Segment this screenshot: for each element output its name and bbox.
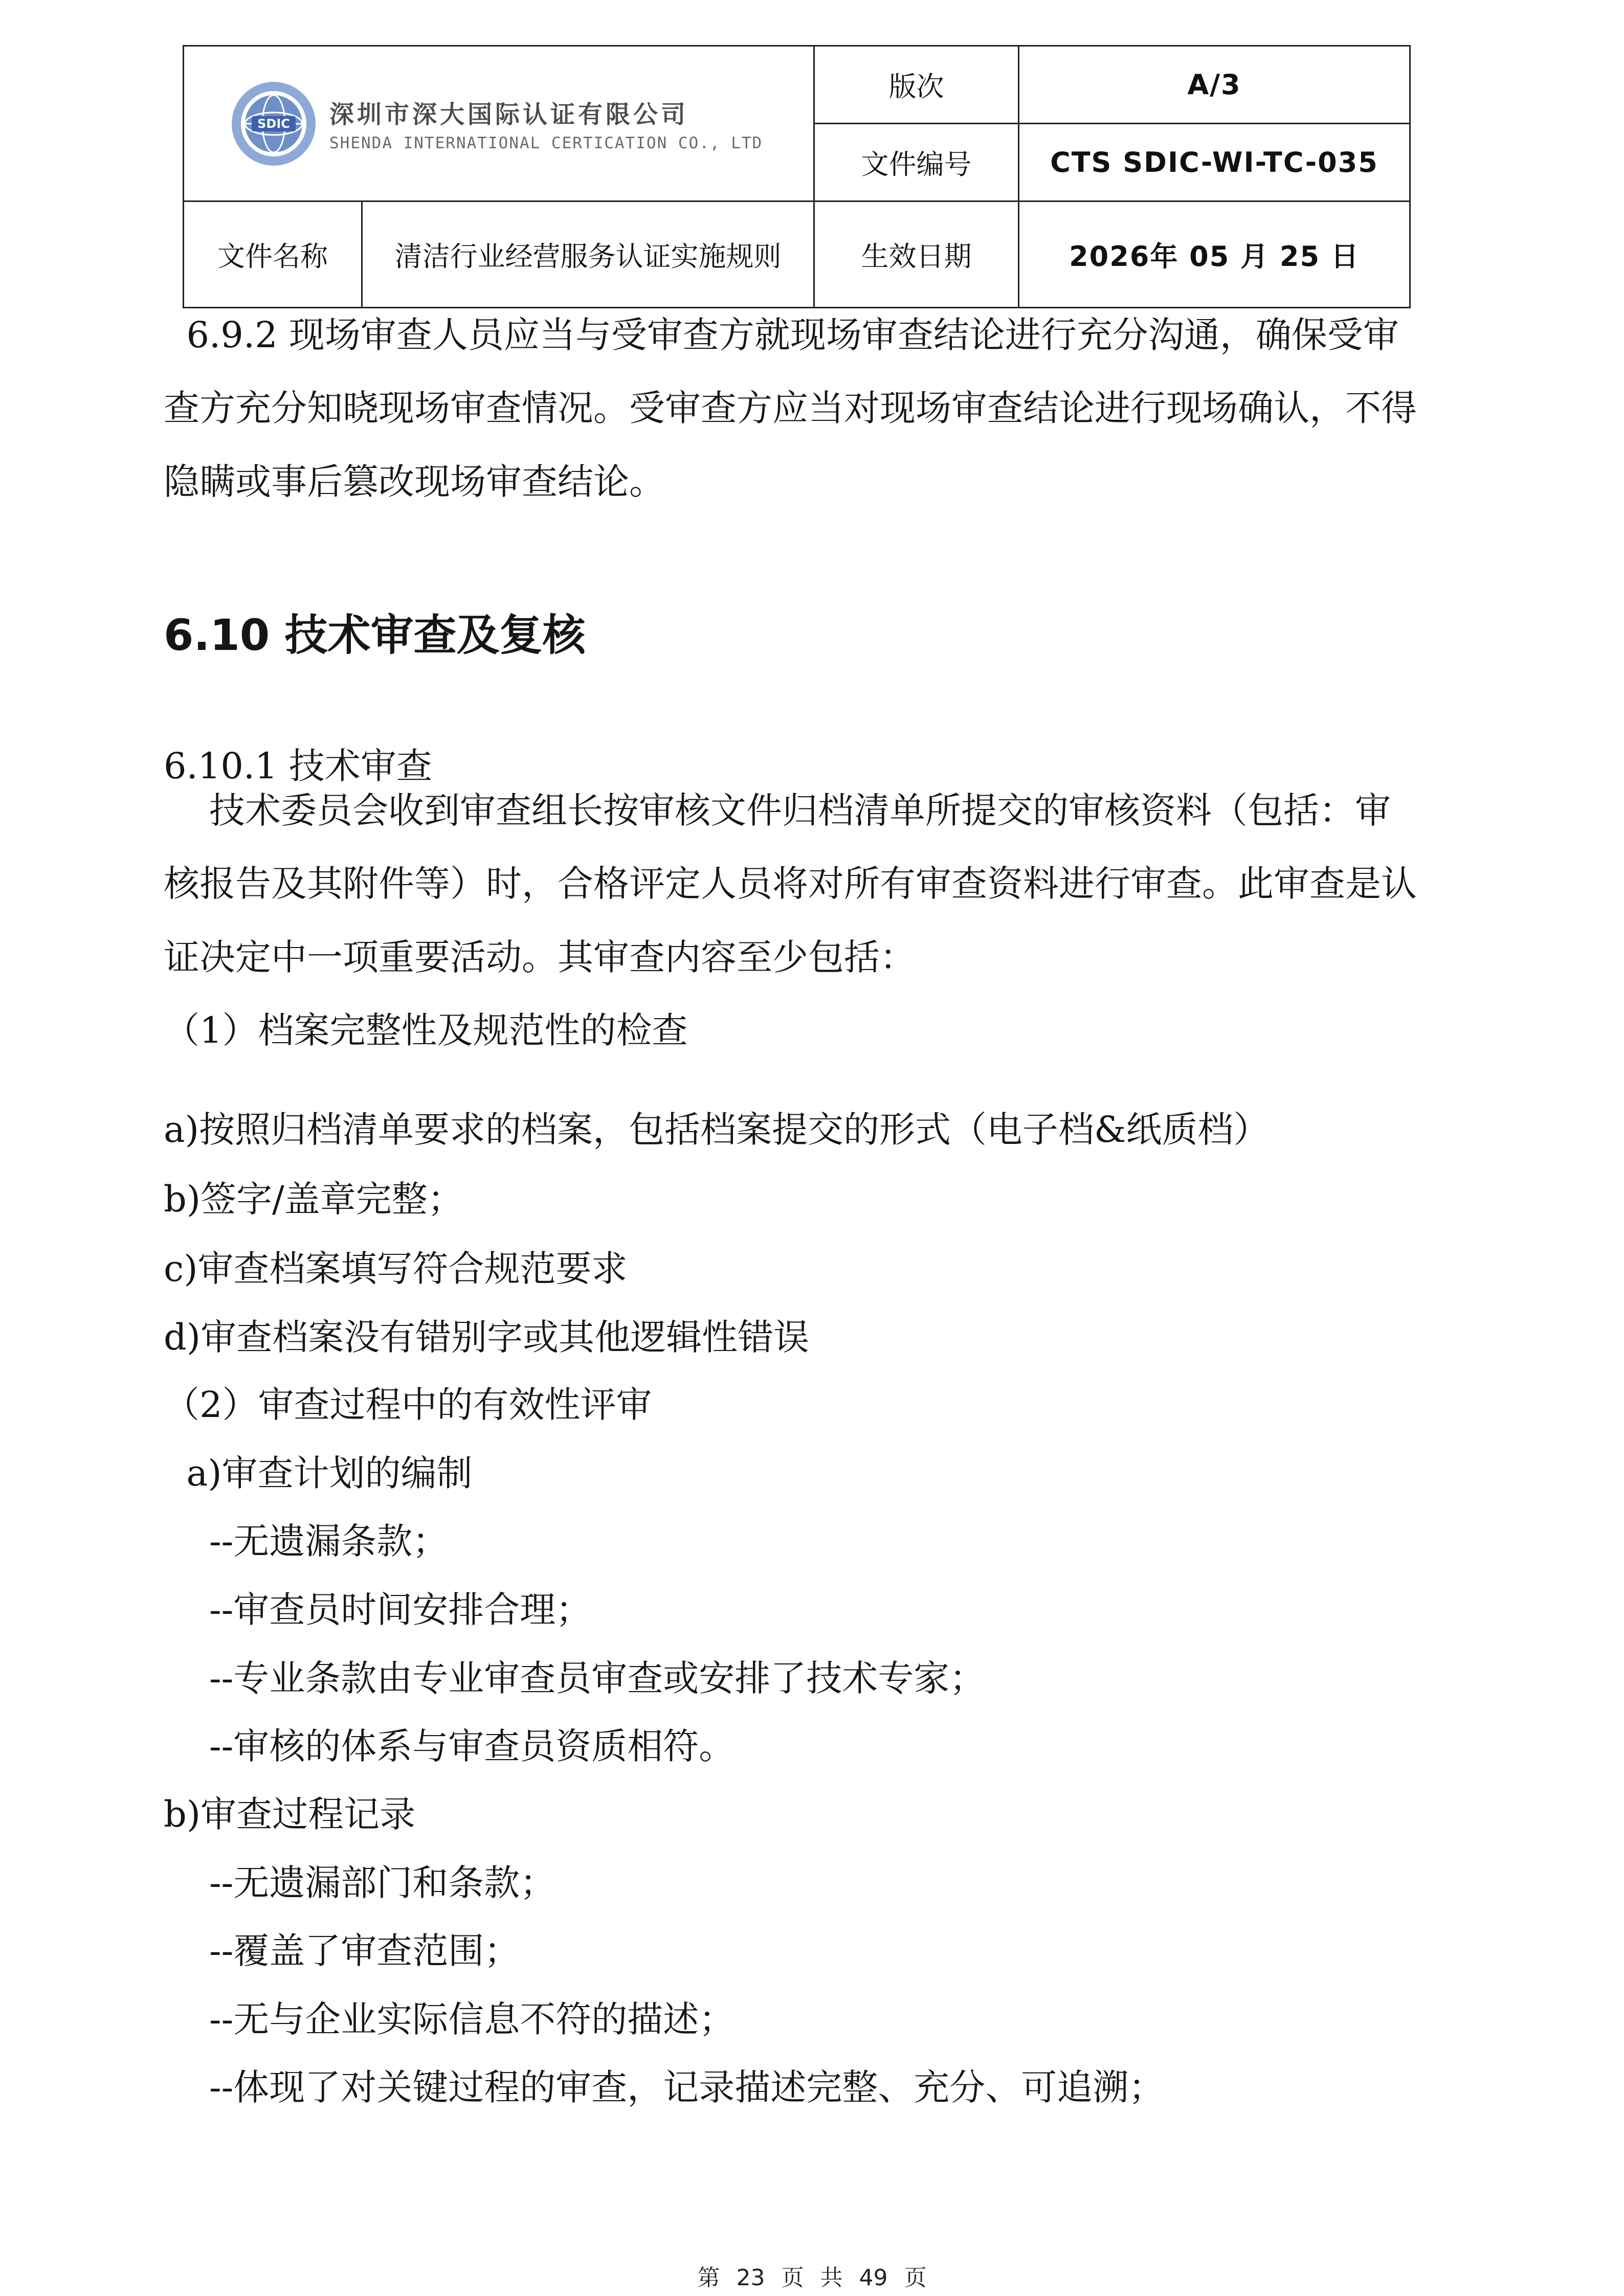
sdic-globe-seal-icon <box>230 80 317 167</box>
subsection-title: 6.10.1 技术审查 <box>164 745 432 787</box>
list-item: a)按照归档清单要求的档案，包括档案提交的形式（电子档&纸质档） <box>164 1109 1270 1151</box>
paragraph-line: 6.9.2 现场审查人员应当与受审查方就现场审查结论进行充分沟通，确保受审 <box>164 314 1399 356</box>
doc-name-label: 文件名称 <box>184 201 362 308</box>
paragraph-line: 技术委员会收到审查组长按审核文件归档清单所提交的审核资料（包括：审 <box>164 790 1391 831</box>
effective-date-value: 2026年 05 月 25 日 <box>1019 201 1410 308</box>
version-label: 版次 <box>814 46 1019 124</box>
list-subitem: --审核的体系与审查员资质相符。 <box>164 1725 735 1767</box>
paragraph-line: 隐瞒或事后篡改现场审查结论。 <box>164 461 665 503</box>
list-item: d)审查档案没有错别字或其他逻辑性错误 <box>164 1316 810 1358</box>
list-subitem: --无遗漏部门和条款； <box>164 1862 556 1904</box>
doc-number-label: 文件编号 <box>814 124 1019 201</box>
paragraph-line: 查方充分知晓现场审查情况。受审查方应当对现场审查结论进行现场确认，不得 <box>164 387 1417 429</box>
version-value: A/3 <box>1019 46 1410 124</box>
list-heading: （1）档案完整性及规范性的检查 <box>164 1009 688 1051</box>
list-item: a)审查计划的编制 <box>164 1452 473 1494</box>
list-subitem: --专业条款由专业审查员审查或安排了技术专家； <box>164 1657 986 1699</box>
list-item: b)签字/盖章完整； <box>164 1178 463 1220</box>
list-subitem: --覆盖了审查范围； <box>164 1930 520 1972</box>
list-heading: （2）审查过程中的有效性评审 <box>164 1384 652 1426</box>
section-heading: 6.10 技术审查及复核 <box>164 610 586 660</box>
doc-name-value: 清洁行业经营服务认证实施规则 <box>362 201 814 308</box>
paragraph-line: 核报告及其附件等）时，合格评定人员将对所有审查资料进行审查。此审查是认 <box>164 863 1417 905</box>
page-number: 第 23 页 共 49 页 <box>697 2265 927 2291</box>
paragraph-line: 证决定中一项重要活动。其审查内容至少包括： <box>164 936 916 978</box>
effective-date-label: 生效日期 <box>814 201 1019 308</box>
list-item: c)审查档案填写符合规范要求 <box>164 1248 628 1290</box>
list-subitem: --无遗漏条款； <box>164 1520 449 1562</box>
document-header-table <box>183 45 1411 308</box>
company-name-cn: 深圳市深大国际认证有限公司 <box>329 100 689 129</box>
list-subitem: --审查员时间安排合理； <box>164 1589 592 1631</box>
list-subitem: --无与企业实际信息不符的描述； <box>164 1998 735 2040</box>
list-subitem: --体现了对关键过程的审查，记录描述完整、充分、可追溯； <box>164 2066 1165 2108</box>
list-item: b)审查过程记录 <box>164 1793 416 1835</box>
company-name-en: SHENDA INTERNATIONAL CERTICATION CO., LTD <box>329 134 763 152</box>
company-logo <box>184 80 813 167</box>
company-logo-cell <box>184 46 814 201</box>
svg-text:SDIC: SDIC <box>257 116 290 131</box>
doc-number-value: CTS SDIC-WI-TC-035 <box>1019 124 1410 201</box>
